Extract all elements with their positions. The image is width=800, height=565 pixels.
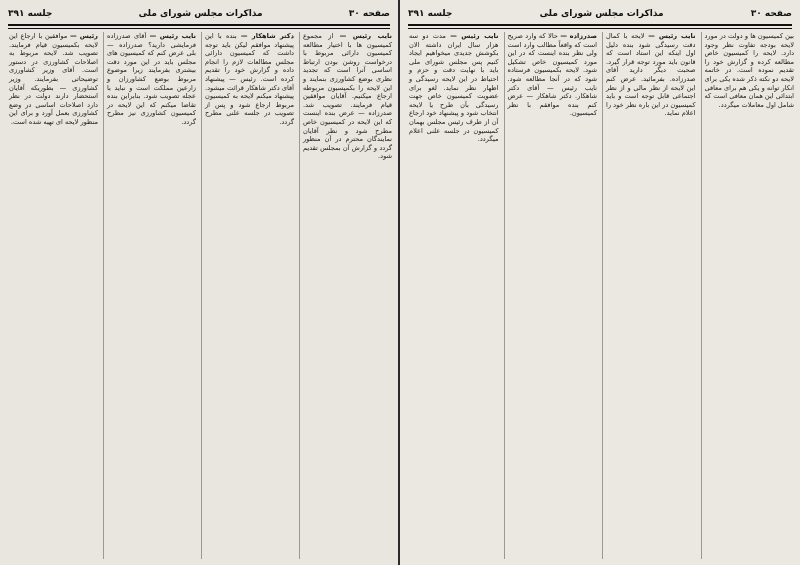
left-page [0, 0, 398, 565]
column-text: بنده با این پیشنهاد موافقم لیکن باید توجه داشت که کمیسیون دارائی مجلس مطالعات لازم را انجام داده و گزارش خود را تقدیم کرده است. رئیس — پیشنهاد آقای دکتر شاهکار قرائت میشود. پیشنهاد میکنم لایحه به کمیسیون مربوط ارجاع شود و پس از تصویب در جلسه علنی مطرح گردد. [205, 32, 294, 126]
column-text: از مجموع کمیسیون ها با اختیار مطالعه کمیسیون دارائی مربوط با درخواست روشن بودن ارتباط اساسی آنرا است که تجدید نظری بوضع کشاورزی بنمایند و این لایحه را بکمیسیون مربوطه ارجاع میکنیم. آقایان موافقین قیام فرمایند. تصویب شد. صدرزاده — عرض بنده اینست که این لایحه در کمیسیون خاص مطرح شود و نظر آقایان نمایندگان محترم در آن منظور گردد و گزارش آن بمجلس تقدیم شود. [303, 32, 392, 161]
text-columns [6, 32, 392, 559]
column-text: بین کمیسیون ها و دولت در مورد لایحه بودجه تفاوت نظر وجود دارد. لایحه را کمیسیون خاص مطالعه کرده و گزارش خود را تقدیم نموده است. در خاتمه لایحه دو نکته ذکر شده یکی برای انکار توانه و یکی هم برای معافی ابتدائی این همان معافی است که شامل اول معاملات میگردد. [704, 32, 794, 109]
column-text: مدت دو سه هزار سال ایران داشته الان بکوشش جدیدی میخواهیم ایجاد کنیم پس مجلس شورای ملی باید با نهایت دقت و حزم و احتیاط در این لایحه رسیدگی و اظهار نظر نماید. لغو برای عضویت کمیسیون خاص جهت رسیدگی بآن طرح یا لایحه انتخاب شود و پیشنهاد خود ارجاع آن از طرف رئیس مجلس بهمان کمیسیون در جلسه علنی اعلام میگردد. [409, 32, 499, 144]
speaker-label: صدرزاده — [560, 32, 597, 40]
speaker-label: رئیس — [70, 32, 98, 40]
page-number: صفحه ۳۰ [348, 9, 390, 19]
speaker-label: نایب رئیس — [450, 32, 499, 40]
text-column [406, 32, 499, 559]
text-column [504, 32, 598, 559]
text-column [201, 32, 294, 559]
text-column [103, 32, 196, 559]
column-text: آقای صدرزاده فرمایشی دارید؟ صدرزاده — بلی عرض کنم که کمیسیون های مجلس باید در این مورد دقت بیشتری بفرمایند زیرا موضوع مربوط بوضع کشاورزان و زارعین مملکت است و نباید با عجله تصویب شود. بنابراین بنده تقاضا میکنم که این لایحه در کمیسیون کشاورزی نیز مطرح گردد. [107, 32, 196, 126]
text-column [701, 32, 795, 559]
column-text: حالا که وارد صریح است که واقعاً مطالب وارد است ولی نظر بنده اینست که در این مورد کمیسیون خاص تشکیل شود. لایحه بکمیسیون فرستاده شود که در آنجا مطالعه شود. نایب رئیس — آقای دکتر شاهکار. دکتر شاهکار — عرض کنم بنده موافقم با نظر کمیسیون. [507, 32, 597, 118]
text-column [602, 32, 696, 559]
header-rule [408, 24, 792, 29]
text-columns [406, 32, 794, 559]
page-header [8, 4, 390, 24]
column-text: موافقین با ارجاع این لایحه بکمیسیون قیام فرمایند. تصویب شد. لایحه مربوط به اصلاحات کشاورزی در دستور است. آقای وزیر کشاورزی توضیحاتی بفرمایند. وزیر کشاورزی — بطوریکه آقایان استحضار دارند دولت در نظر دارد اصلاحات اساسی در وضع کشاورزی بعمل آورد و برای این منظور لایحه ای تهیه شده است. [9, 32, 98, 126]
running-title: مذاکرات مجلس شورای ملی [138, 9, 263, 19]
speaker-label: نایب رئیس — [648, 32, 696, 40]
speaker-label: نایب رئیس — [339, 32, 392, 40]
page-number: صفحه ۳۰ [750, 9, 792, 19]
header-rule [8, 24, 390, 29]
page-header [408, 4, 792, 24]
text-column [299, 32, 392, 559]
speaker-label: نایب رئیس — [149, 32, 196, 40]
right-page [400, 0, 800, 565]
running-title: مذاکرات مجلس شورای ملی [539, 9, 664, 19]
session-number: جلسه ۳۹۱ [8, 9, 53, 19]
session-number: جلسه ۳۹۱ [408, 9, 453, 19]
text-column [6, 32, 98, 559]
speaker-label: دکتر شاهکار — [240, 32, 294, 40]
column-text: لایحه با کمال دقت رسیدگی شود بنده دلیل اول اینکه این استاد است که قانون باید مورد توجه قرار گیرد. صحبت دیگر دارید آقای صدرزاده. بفرمائید. عرض کنم این لایحه از نظر مالی و از نظر اجتماعی قابل توجه است و باید کمیسیون در این باره نظر خود را اعلام نماید. [606, 32, 696, 118]
